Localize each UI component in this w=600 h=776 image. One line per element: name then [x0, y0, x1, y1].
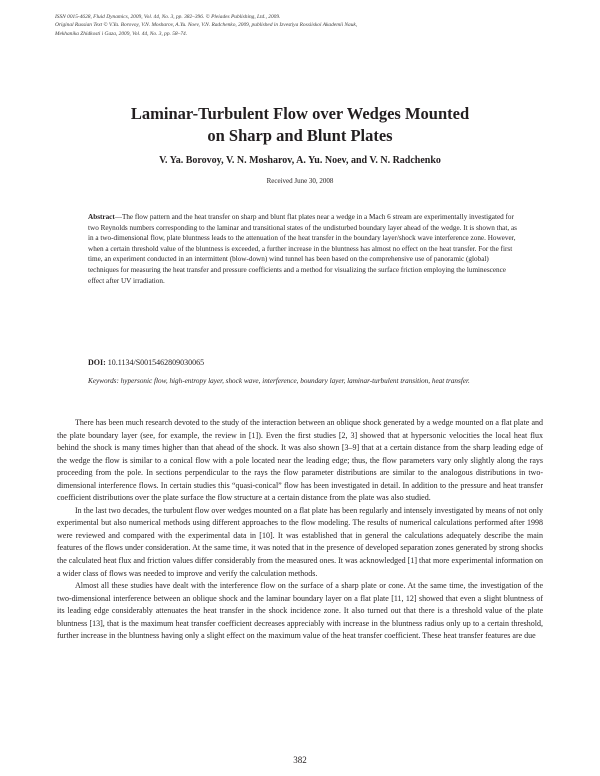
abstract-text: —The flow pattern and the heat transfer on sharp and blunt flat plates near a wedge in a Mach 6 stream are experimentally investigated for two Reynolds numbers corresponding to the laminar and transitional states of the undisturbed boundary layer ahead of the wedge. It is shown that, as in a two-dimensional flow, plate bluntness leads to the attenuation of the heat transfer in the boundary layer/shock wave interference zone. However, when a certain threshold value of the bluntness is exceeded, a further increase in the bluntness has almost no effect on the heat transfer. For the first time, an experiment conducted in an intermittent (blow-down) wind tunnel has been based on the comprehensive use of panoramic (global) techniques for measuring the heat transfer and pressure coefficients and a method for visualizing the surface friction employing the luminescence effect after UV irradiation.: [88, 213, 517, 285]
title-line-2: on Sharp and Blunt Plates: [207, 125, 393, 145]
header-line-2: Original Russian Text © V.Ya. Borovoy, V.N. Mosharov, A.Yu. Noev, V.N. Radchenko, 2009, published in Izvestiya Rossiiskoi Akademii Nauk,: [55, 22, 358, 29]
received-date: Received June 30, 2008: [266, 177, 334, 185]
doi-value: 10.1134/S0015462809030065: [107, 358, 205, 367]
author-list: V. Ya. Borovoy, V. N. Mosharov, A. Yu. Noev, and V. N. Radchenko: [159, 155, 441, 166]
doi: [88, 358, 204, 367]
body-paragraph: In the last two decades, the turbulent flow over wedges mounted on a flat plate has been regularly and intensely investigated by means of not only experimental but also numerical methods using different approaches to the flow modeling. The results of numerical calculations performed after 1998 were reviewed and compared with the experimental data in [10]. It was established that in general the calculations adequately describe the main features of the flows under consideration. At the same time, it was noted that in the presence of developed separation zones generated by strong shocks the calculated heat flux and friction values differ considerably from the measured ones. It was acknowledged [1] that more experimental information on a wider class of flows was needed to improve and verify the calculation methods.: [57, 505, 543, 578]
body-paragraph: There has been much research devoted to the study of the interaction between an oblique shock generated by a wedge mounted on a flat plate and the plate boundary layer (see, for example, the review in [1]). Even the first studies [2, 3] showed that at hypersonic velocities the local heat flux behind the shock is many times higher than that ahead of the shock. It was also shown [3–9] that at a certain distance from the sharp leading edge of the wedge the flow is similar to a conical flow with a pole located near the leading edge; thus, the flow parameters vary only slightly along the rays proceeding from the pole. In sections perpendicular to the rays the flow parameter distributions are similar to the analogous distributions in two-dimensional interference flows. In certain studies this “quasi-conical” flow has been investigated in detail. In addition to the pressure and heat transfer coefficient distributions over the plate surface the flow structure at a certain distance from the plate was also studied.: [57, 418, 543, 503]
page-number: 382: [293, 755, 307, 765]
keywords: Keywords: hypersonic flow, high-entropy layer, shock wave, interference, boundary layer, laminar-turbulent transition, heat transfer.: [88, 377, 470, 385]
header-line-3: Mekhanika Zhidkosti i Gaza, 2009, Vol. 44, No. 3, pp. 58–74.: [55, 30, 188, 37]
journal-header: [55, 13, 555, 38]
abstract: [88, 212, 518, 286]
header-line-1: ISSN 0015-4628, Fluid Dynamics, 2009, Vol. 44, No. 3, pp. 382–396. © Pleiades Publishing, Ltd., 2009.: [55, 14, 281, 20]
body-text: [57, 417, 543, 643]
doi-label: DOI:: [88, 358, 106, 367]
body-paragraph: Almost all these studies have dealt with the interference flow on the surface of a sharp plate or cone. At the same time, the investigation of the two-dimensional interference between an oblique shock and the laminar boundary layer on a flat plate [11, 12] showed that even a slight bluntness of its leading edge considerably attenuates the heat transfer in the shock incidence zone. It also turned out that there is a threshold value of the plate bluntness [13], that is the maximum heat transfer coefficient decreases appreciably with increase in the bluntness radius only up to a certain threshold, further increase in the bluntness having only a slight effect on the maximum value of the heat transfer coefficient. These heat transfer features are due: [57, 581, 543, 641]
title-line-1: Laminar-Turbulent Flow over Wedges Mounted: [130, 104, 470, 123]
paper-title: [0, 103, 600, 146]
abstract-label: Abstract: [88, 213, 115, 221]
